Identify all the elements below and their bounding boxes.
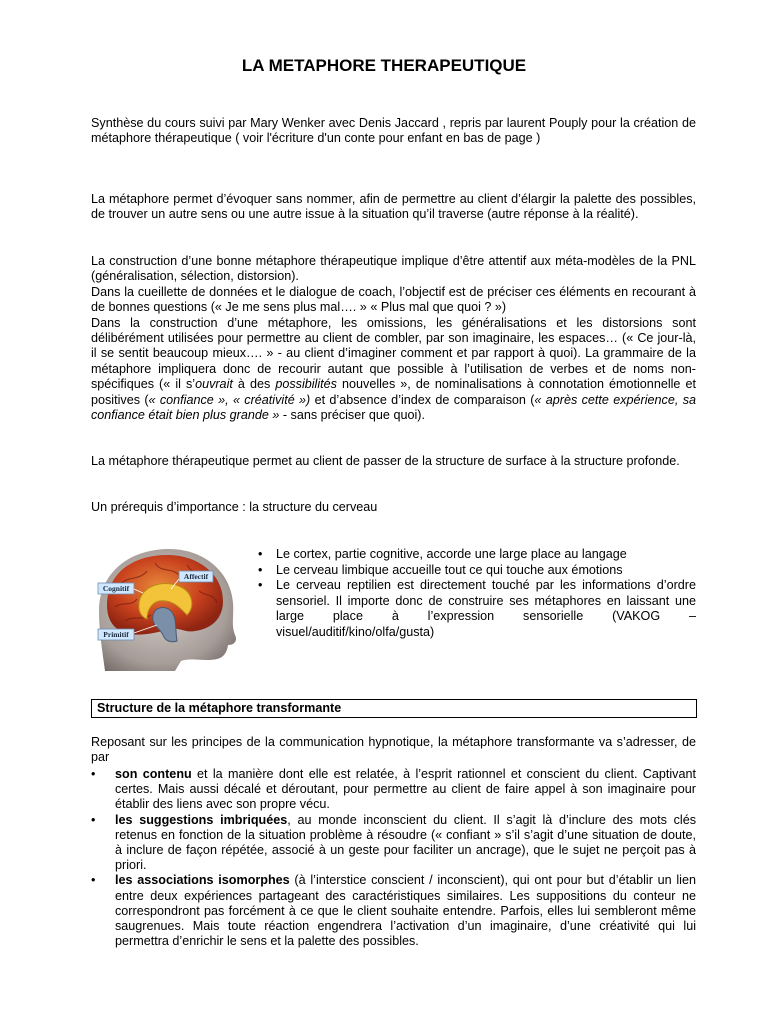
- paragraph-1-text: La métaphore permet d’évoquer sans nommer, afin de permettre au client d’élargir la palette des possibles, de trouver un autre sens ou une autre issue à la situation qu’il traverse (autre réponse à la réalité).: [91, 192, 696, 222]
- page-title: LA METAPHORE THERAPEUTIQUE: [241, 56, 527, 75]
- brain-illustration: [95, 545, 243, 671]
- list-item: [256, 563, 696, 579]
- p2-c4: et d’absence d’index de comparaison (: [310, 392, 535, 407]
- list-item: [256, 547, 696, 563]
- p2-c5: - sans préciser que quoi).: [279, 408, 425, 423]
- list-item: [91, 767, 696, 813]
- paragraph-3: [91, 454, 696, 469]
- p2-apres: « après cette expérience, sa confiance était bien plus grande »: [91, 392, 696, 423]
- list-item-text: et la manière dont elle est relatée, à l’esprit rationnel et conscient du client. Captivant certes. Mais aussi décalé et déroutant, pour permettre au client de faire appel à son imaginaire pour établir des liens avec son propre vécu.: [115, 767, 696, 812]
- intro-text: Synthèse du cours suivi par Mary Wenker avec Denis Jaccard , repris par laurent Pouply pour la création de métaphore thérapeutique ( voir l'écriture d'un conte pour enfant en bas de page ): [91, 116, 696, 146]
- bullet-icon: •: [258, 562, 263, 577]
- bullet-icon: •: [91, 873, 96, 888]
- bullet-icon: •: [258, 547, 263, 561]
- section-intro-text: Reposant sur les principes de la communication hypnotique, la métaphore transformante va s’adresser, de par: [91, 735, 696, 765]
- cognitif-label: Cognitif: [102, 584, 130, 593]
- paragraph-2: [91, 254, 696, 423]
- bullet-icon: •: [258, 578, 263, 593]
- list-item-bold: les associations isomorphes: [115, 873, 290, 888]
- section-intro: [91, 735, 696, 766]
- p2-c3: nouvelles », de nominalisations à connotation émotionnelle et positives (: [91, 377, 696, 407]
- paragraph-2-line-c: [91, 316, 696, 424]
- paragraph-3-text: La métaphore thérapeutique permet au client de passer de la structure de surface à la structure profonde.: [91, 454, 680, 468]
- paragraph-2-line-a: La construction d’une bonne métaphore thérapeutique implique d’être attentif aux méta-modèles de la PNL (généralisation, sélection, distorsion).: [91, 254, 696, 284]
- list-item: [91, 813, 696, 874]
- bullet-icon: •: [91, 812, 96, 827]
- list-item: [256, 578, 696, 640]
- p2-ouvrait: ouvrait: [195, 377, 233, 392]
- list-item-bold: son contenu: [115, 767, 192, 781]
- intro-paragraph: [91, 116, 696, 147]
- list-item-bold: les suggestions imbriquées: [115, 812, 288, 827]
- section-bullet-list: [91, 767, 696, 949]
- list-item-text: Le cortex, partie cognitive, accorde une large place au langage: [276, 547, 627, 561]
- p2-c1: Dans la construction d’une métaphore, les omissions, les généralisations et les distorsions sont délibérément utilisées pour permettre au client de combler, par son imaginaire, les espaces… (« Ce jour-là, il se sentit beaucoup mieux…. » - au client d’imaginer comment et par rapport à quoi). La grammaire de la métaphore impliquera donc de recourir autant que possible à l’utilisation de verbes et de noms non-spécifiques (« il s’: [91, 315, 696, 392]
- section-title: Structure de la métaphore transformante: [97, 701, 342, 715]
- brain-bullet-list: [256, 547, 696, 641]
- p2-c2: à des: [232, 377, 276, 392]
- section-title-box: [91, 699, 697, 718]
- list-item-text: (à l’interstice conscient / inconscient), qui ont pour but d’établir un lien entre deux expériences partageant des caractéristiques similaires. Les suppositions du conteur ne correspondront pas forcément à ce que le client souhaite entendre. Parfois, elles lui sembleront même saugrenues. Mais toute réaction engendrera l’activation d’un imaginaire, d’une créativité qui lui permettra d’enrichir le sens et la palette des possibles.: [115, 873, 696, 949]
- primitif-label: Primitif: [103, 630, 129, 639]
- affectif-label: Affectif: [183, 572, 209, 581]
- list-item: [91, 873, 696, 949]
- list-item-text: Le cerveau limbique accueille tout ce qui touche aux émotions: [276, 562, 623, 577]
- list-item-text: Le cerveau reptilien est directement touché par les informations d’ordre sensoriel. Il importe donc de construire ses métaphores en laissant une large place à l’expression sensorielle (VAKOG – visuel/auditif/kino/olfa/gusta): [276, 578, 696, 639]
- paragraph-4: [91, 500, 696, 515]
- list-item-text: , au monde inconscient du client. Il s’agit là d’inclure des mots clés retenus en fonction de la situation problème à résoudre (« confiant » s’il s’agit d’une situation de doute, à inclure de façon répétée, associé à un geste pour faciliter un ancrage), que le sujet ne perçoit pas à priori.: [115, 812, 696, 873]
- paragraph-2-line-b: Dans la cueillette de données et le dialogue de coach, l’objectif est de préciser ces éléments en recourant à de bonnes questions (« Je me sens plus mal…. » « Plus mal que quoi ? »): [91, 284, 696, 315]
- p2-possibilites: possibilités: [275, 377, 337, 392]
- paragraph-4-text: Un prérequis d’importance : la structure du cerveau: [91, 500, 378, 514]
- paragraph-1: [91, 192, 696, 223]
- bullet-icon: •: [91, 767, 96, 781]
- p2-confiance: « confiance », « créativité »): [148, 392, 311, 407]
